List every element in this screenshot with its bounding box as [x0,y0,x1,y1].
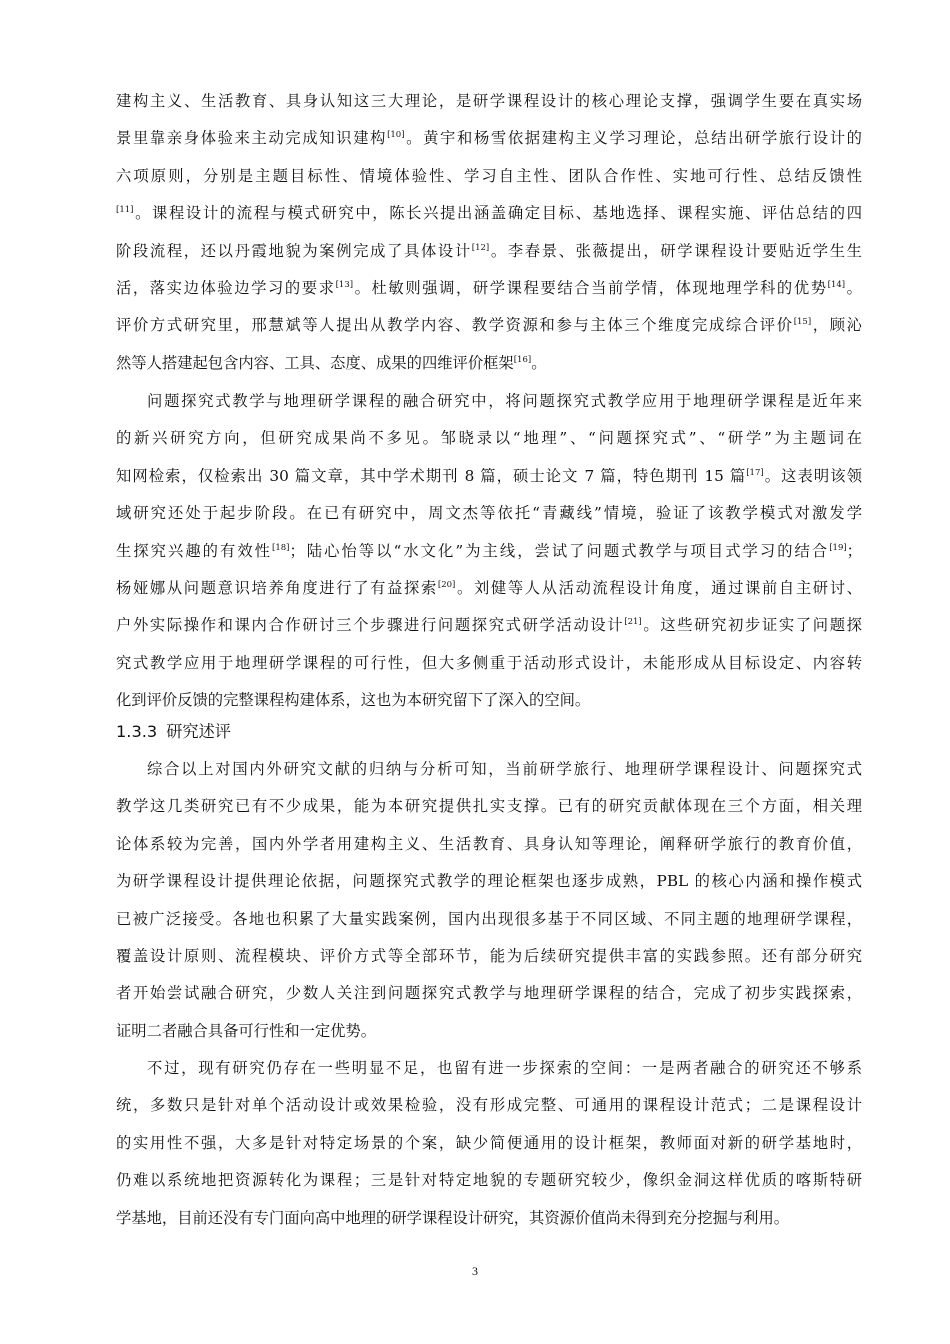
section-title: 研究述评 [166,722,231,741]
line-text: ； [846,541,862,560]
text-line [116,120,862,157]
text-line [116,682,862,719]
citation-reference: [19] [829,542,847,553]
line-text: 的新兴研究方向，但研究成果尚不多见。邹晓录以“地理”、“问题探究式”、“研学”为主题词在 [116,429,862,448]
line-text: 综合以上对国内外研究文献的归纳与分析可知，当前研学旅行、地理研学课程设计、问题探究式 [147,760,862,778]
citation-reference: [17] [746,467,764,478]
line-text: 究式教学应用于地理研学课程的可行性，但大多侧重于活动形式设计，未能形成从目标设定、内容转 [116,653,862,672]
line-text: 。刘健等人从活动流程设计角度，通过课前自主研讨、 [455,578,862,597]
line-text: 化到评价反馈的完整课程构建体系，这也为本研究留下了深入的空间。 [116,691,591,710]
line-text: 问题探究式教学与地理研学课程的融合研究中，将问题探究式教学应用于地理研学课程是近年来 [147,392,862,410]
text-line [116,863,862,900]
line-text: 。 [845,278,862,297]
line-text: 为研学课程设计提供理论依据，问题探究式教学的理论框架也逐步成熟，PBL 的核心内涵和操作模式 [116,872,862,891]
text-line [116,195,862,232]
line-text: 证明二者融合具备可行性和一定优势。 [116,1021,377,1040]
paragraph-fusion-research [116,383,862,720]
line-text: 的实用性不强，大多是针对特定场景的个案，缺少简便通用的设计框架，教师面对新的研学基地时， [116,1133,862,1152]
text-line [116,645,862,682]
text-line [116,1050,862,1087]
text-line [116,938,862,975]
text-line [116,751,862,788]
line-text: 覆盖设计原则、流程模块、评价方式等全部环节，能为后续研究提供丰富的实践参照。还有部分研究 [116,946,862,965]
line-text: 。黄宇和杨雪依据建构主义学习理论，总结出研学旅行设计的 [404,129,862,148]
line-text: ，顾沁 [811,316,862,335]
citation-reference: [10] [387,130,405,141]
line-text: 户外实际操作和课内合作研讨三个步骤进行问题探究式研学活动设计 [116,616,625,635]
text-line [116,901,862,938]
text-line [116,270,862,307]
section-heading [116,720,231,744]
line-text: 评价方式研究里，邢慧斌等人提出从教学内容、教学资源和参与主体三个维度完成综合评价 [116,316,794,335]
line-text: 论体系较为完善，国内外学者用建构主义、生活教育、具身认知等理论，阐释研学旅行的教育价值， [116,834,862,853]
line-text: 域研究还处于起步阶段。在已有研究中，周文杰等依托“青藏线”情境，验证了该教学模式对激发学 [116,504,862,523]
line-text: 教学这几类研究已有不少成果，能为本研究提供扎实支撑。已有的研究贡献体现在三个方面，相关理 [116,797,862,816]
citation-reference: [16] [513,354,532,365]
line-text: 。 [531,353,547,372]
text-line [116,1013,862,1050]
line-text: 建构主义、生活教育、具身认知这三大理论，是研学课程设计的核心理论支撑，强调学生要在真实场 [116,92,862,110]
text-line [116,83,862,120]
line-text: 然等人搭建起包含内容、工具、态度、成果的四维评价框架 [116,353,514,372]
line-text: 杨娅娜从问题意识培养角度进行了有益探索 [116,578,438,597]
line-text: 。杜敏则强调，研学课程要结合当前学情，体现地理学科的优势 [353,278,828,297]
text-line [116,570,862,607]
line-text: 景里靠亲身体验来主动完成知识建构 [116,129,388,148]
citation-reference: [15] [793,317,812,328]
text-line [116,1200,862,1237]
citation-reference: [13] [335,279,354,290]
text-line [116,1162,862,1199]
citation-reference: [21] [624,617,642,628]
line-text: 。这些研究初步证实了问题探 [641,616,862,635]
line-text: 。这表明该领 [763,466,862,485]
text-line [116,1087,862,1124]
text-line [116,383,862,420]
text-line [116,533,862,570]
citation-reference: [18] [272,542,290,553]
paragraph-shortcomings [116,1050,862,1237]
text-line [116,458,862,495]
line-text: 知网检索，仅检索出 30 篇文章，其中学术期刊 8 篇，硕士论文 7 篇，特色期刊 15 篇 [116,466,747,485]
text-line [116,158,862,195]
text-line [116,233,862,270]
line-text: 活，落实边体验边学习的要求 [116,278,336,297]
text-line [116,607,862,644]
line-text: 仍难以系统地把资源转化为课程；三是针对特定地貌的专题研究较少，像织金洞这样优质的喀斯特研 [116,1171,862,1190]
line-text: 。课程设计的流程与模式研究中，陈长兴提出涵盖确定目标、基地选择、课程实施、评估总结的四 [133,204,862,223]
text-line [116,420,862,457]
section-number: 1.3.3 [116,722,158,741]
text-line [116,495,862,532]
citation-reference: [20] [437,579,456,590]
text-line [116,975,862,1012]
text-line [116,345,862,382]
citation-reference: [12] [471,242,490,253]
line-text: 不过，现有研究仍存在一些明显不足，也留有进一步探索的空间：一是两者融合的研究还不够系 [147,1059,862,1077]
line-text: 者开始尝试融合研究，少数人关注到问题探究式教学与地理研学课程的结合，完成了初步实践探索， [116,984,862,1003]
paragraph-summary [116,751,862,1050]
text-line [116,788,862,825]
citation-reference: [11] [116,205,134,216]
text-line [116,1125,862,1162]
text-line [116,307,862,344]
line-text: 生探究兴趣的有效性 [116,541,273,560]
page-number: 3 [472,1264,478,1278]
line-text: 学基地，目前还没有专门面向高中地理的研学课程设计研究，其资源价值尚未得到充分挖掘与利用。 [116,1208,790,1227]
line-text: 已被广泛接受。各地也积累了大量实践案例，国内出现很多基于不同区域、不同主题的地理研学课程， [116,909,862,928]
citation-reference: [14] [827,279,846,290]
line-text: 统，多数只是针对单个活动设计或效果检验，没有形成完整、可通用的课程设计范式；二是课程设计 [116,1096,862,1115]
line-text: ；陆心怡等以“水文化”为主线，尝试了问题式教学与项目式学习的结合 [289,541,830,560]
line-text: 六项原则，分别是主题目标性、情境体验性、学习自主性、团队合作性、实地可行性、总结反馈性 [116,166,862,185]
line-text: 阶段流程，还以丹霞地貌为案例完成了具体设计 [116,241,472,260]
line-text: 。李春景、张薇提出，研学课程设计要贴近学生生 [489,241,862,260]
text-line [116,826,862,863]
paragraph-theory-review [116,83,862,382]
